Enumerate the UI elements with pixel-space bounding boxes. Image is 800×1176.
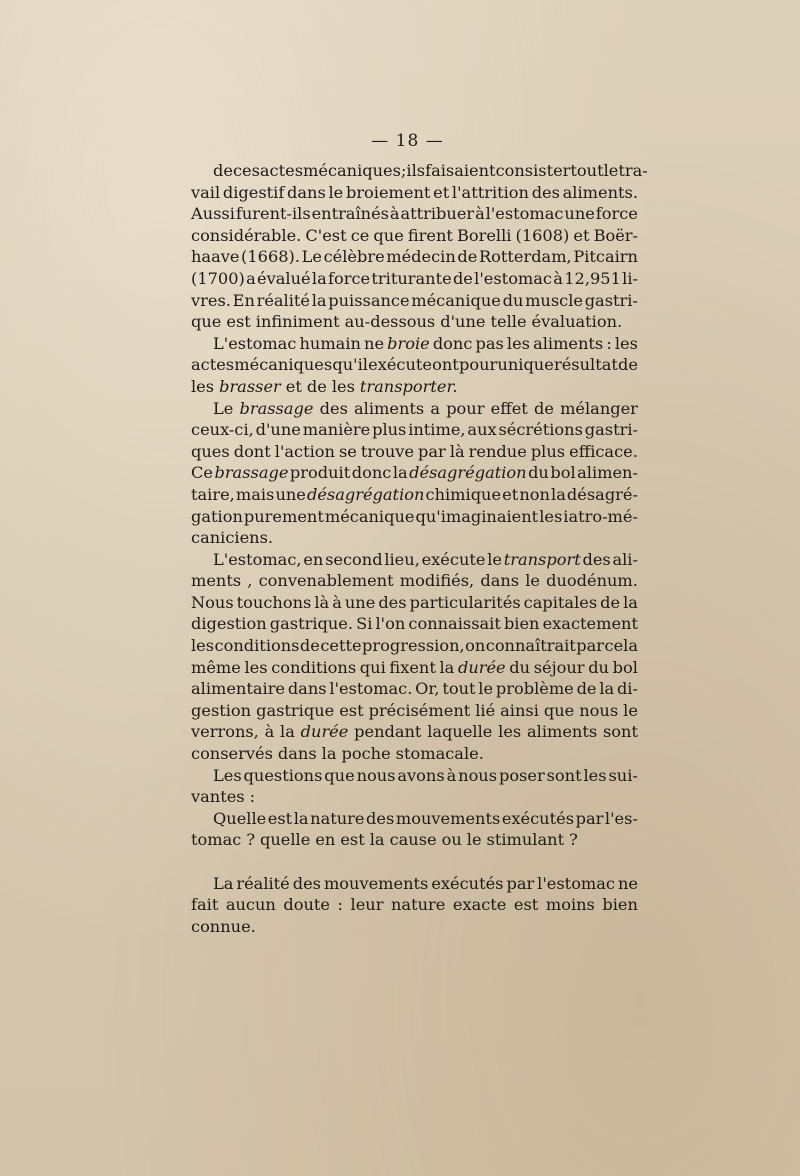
paragraph: [191, 873, 638, 938]
text-line: L'estomac, en second lieu, exécute le transport des ali-: [213, 549, 638, 569]
text-line: L'estomac humain ne broie donc pas les aliments : les: [213, 333, 638, 353]
paragraph-gap: [191, 851, 638, 873]
text-line: vail digestif dans le broiement et l'attrition des aliments.: [191, 182, 638, 202]
text-line: Quelle est la nature des mouvements exécutés par l'es-: [213, 808, 638, 828]
text-line: caniciens.: [191, 528, 274, 548]
text-line: actes mécaniques qu'il exécute ont pour unique résultat de: [191, 355, 638, 375]
text-line: gation purement mécanique qu'imaginaient les iatro-mé-: [191, 506, 638, 526]
text-line: vantes :: [191, 787, 256, 807]
text-line: Les questions que nous avons à nous poser sont les sui-: [213, 765, 638, 785]
text-line: de ces actes mécaniques ; ils faisaient consister tout le tra-: [213, 161, 648, 180]
text-line: alimentaire dans l'estomac. Or, tout le problème de la di-: [191, 679, 638, 699]
text-line: verrons, à la durée pendant laquelle les aliments sont: [191, 722, 638, 742]
text-line: que est infiniment au-dessous d'une telle évaluation.: [191, 312, 623, 332]
text-line: conservés dans la poche stomacale.: [191, 744, 484, 764]
paragraph: [191, 549, 638, 765]
text-line: Nous touchons là à une des particularités capitales de la: [191, 592, 638, 612]
text-line: fait aucun doute : leur nature exacte est moins bien: [191, 895, 638, 915]
text-line: haave (1668). Le célèbre médecin de Rotterdam, Pitcairn: [191, 247, 638, 267]
text-line: Aussi furent-ils entraînés à attribuer à l'estomac une force: [191, 204, 638, 224]
text-line: digestion gastrique. Si l'on connaissait bien exactement: [191, 614, 638, 634]
text-line: tomac ? quelle en est la cause ou le stimulant ?: [191, 830, 578, 850]
text-line: Ce brassage produit donc la désagrégation du bol alimen-: [191, 463, 638, 483]
page-number: — 18 —: [371, 131, 444, 151]
text-line: même les conditions qui fixent la durée du séjour du bol: [191, 657, 638, 677]
paragraph: [191, 808, 638, 851]
text-line: considérable. C'est ce que firent Borelli (1608) et Boër-: [191, 225, 638, 245]
text-line: taire, mais une désagrégation chimique et non la désagré-: [191, 484, 638, 504]
text-line: les brasser et de les transporter.: [191, 376, 458, 396]
text-line: La réalité des mouvements exécutés par l'estomac ne: [213, 873, 638, 893]
text-line: (1700) a évalué la force triturante de l'estomac à 12,951 li-: [191, 268, 638, 288]
text-line: ments , convenablement modifiés, dans le duodénum.: [191, 571, 638, 591]
text-line: gestion gastrique est précisément lié ainsi que nous le: [191, 700, 638, 720]
text-line: ques dont l'action se trouve par là rendue plus efficace.: [191, 441, 638, 461]
paragraph: [191, 333, 638, 398]
paragraph: [191, 160, 648, 333]
text-line: vres. En réalité la puissance mécanique du muscle gastri-: [191, 290, 638, 310]
text-line: Le brassage des aliments a pour effet de mélanger: [213, 398, 638, 418]
text-line: ceux-ci, d'une manière plus intime, aux sécrétions gastri-: [191, 420, 638, 440]
paragraph: [191, 765, 638, 808]
body-text: [191, 160, 648, 937]
paragraph: [191, 398, 638, 549]
text-line: les conditions de cette progression, on connaîtrait par cela: [191, 636, 638, 656]
text-line: connue.: [191, 916, 256, 936]
